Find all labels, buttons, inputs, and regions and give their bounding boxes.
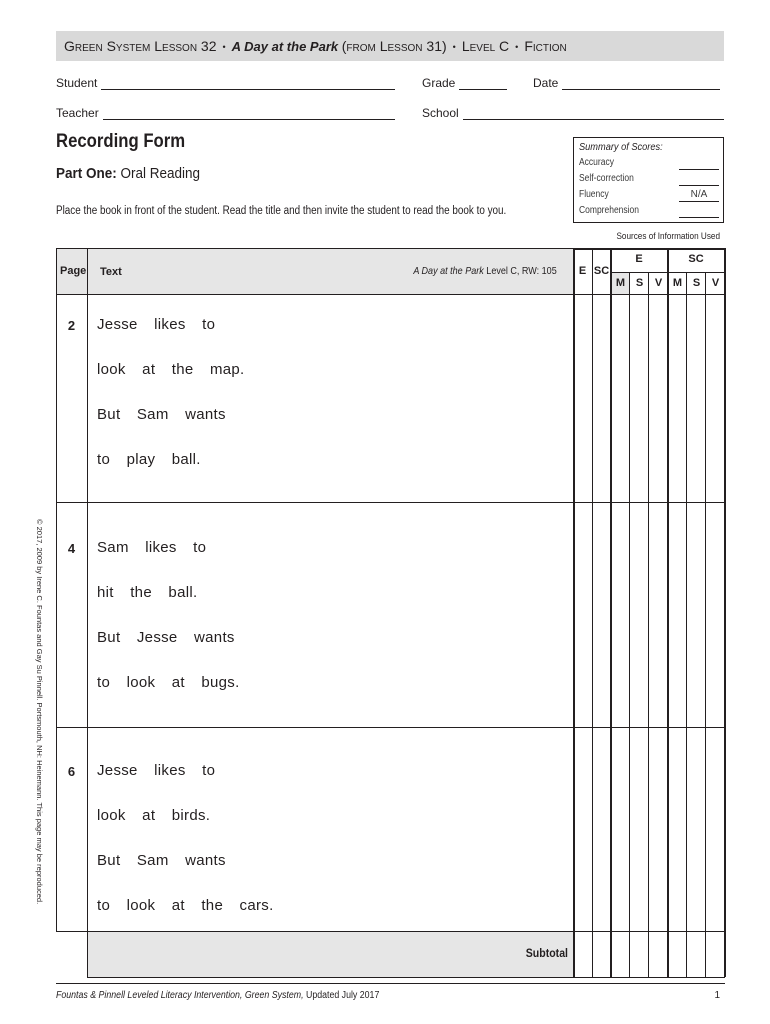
summary-label: Fluency bbox=[579, 189, 609, 200]
summary-of-scores bbox=[573, 137, 724, 223]
col-text-header: Text bbox=[100, 266, 122, 278]
summary-row-comprehension bbox=[579, 205, 719, 220]
msv-s-header: S bbox=[635, 277, 644, 289]
page-number: 4 bbox=[67, 541, 76, 556]
footer-text bbox=[56, 990, 379, 1001]
footer-program: Fountas & Pinnell Leveled Literacy Intervention, Green System, bbox=[56, 990, 304, 1001]
text-line: to play ball. bbox=[97, 451, 201, 468]
summary-title: Summary of Scores: bbox=[579, 141, 663, 153]
footer-divider bbox=[56, 983, 725, 984]
separator: • bbox=[515, 42, 519, 52]
instructions: Place the book in front of the student. Read the title and then invite the student to read the book to you. bbox=[56, 205, 507, 217]
teacher-field[interactable] bbox=[56, 106, 395, 120]
separator: • bbox=[222, 42, 226, 52]
msv-s-header: S bbox=[692, 277, 701, 289]
book-title: A Day at the Park bbox=[231, 39, 339, 54]
text-line: Sam likes to bbox=[97, 539, 207, 556]
teacher-input-line[interactable] bbox=[103, 109, 395, 120]
date-label: Date bbox=[533, 76, 559, 90]
msv-v-header: V bbox=[654, 277, 663, 289]
summary-row-fluency bbox=[579, 189, 719, 204]
subtotal-row-bg bbox=[87, 931, 573, 977]
group-e-header: E bbox=[635, 253, 643, 265]
col-sc-header: SC bbox=[593, 265, 610, 277]
text-line: look at the map. bbox=[97, 361, 245, 378]
msv-m-header: M bbox=[615, 277, 626, 289]
student-label: Student bbox=[56, 76, 98, 90]
recording-table bbox=[56, 248, 725, 977]
student-field[interactable] bbox=[56, 76, 395, 90]
col-page-header: Page bbox=[60, 265, 87, 277]
date-input-line[interactable] bbox=[562, 79, 720, 90]
book-reference bbox=[414, 265, 557, 277]
footer-updated: Updated July 2017 bbox=[303, 990, 380, 1001]
page-number: 2 bbox=[67, 318, 76, 333]
text-line: to look at the cars. bbox=[97, 897, 274, 914]
summary-label: Self-correction bbox=[579, 173, 634, 184]
copyright-notice: © 2017, 2009 by Irene C. Fountas and Gay Su Pinnell. Portsmouth, NH: Heinemann. This page may be reproduced. bbox=[35, 519, 44, 905]
text-line: But Jesse wants bbox=[97, 629, 235, 646]
genre-label: Fiction bbox=[524, 38, 567, 54]
from-lesson: (from Lesson 31) bbox=[341, 38, 447, 54]
school-label: School bbox=[422, 106, 459, 120]
text-line: to look at bugs. bbox=[97, 674, 240, 691]
page-number: 6 bbox=[67, 764, 76, 779]
series-label: Green System Lesson 32 bbox=[64, 38, 217, 54]
header-title bbox=[64, 31, 567, 61]
book-ref-details: Level C, RW: 105 bbox=[484, 265, 557, 277]
summary-row-accuracy bbox=[579, 157, 719, 172]
part-heading bbox=[56, 165, 200, 182]
fluency-value[interactable]: N/A bbox=[679, 189, 719, 202]
text-line: look at birds. bbox=[97, 807, 211, 824]
part-name: Oral Reading bbox=[120, 165, 201, 182]
grade-input-line[interactable] bbox=[459, 79, 507, 90]
comprehension-value[interactable] bbox=[679, 205, 719, 218]
level-label: Level C bbox=[461, 38, 510, 54]
text-line: But Sam wants bbox=[97, 406, 226, 423]
page-number-footer: 1 bbox=[714, 990, 720, 1001]
text-line: But Sam wants bbox=[97, 852, 226, 869]
separator: • bbox=[452, 42, 456, 52]
school-field[interactable] bbox=[422, 106, 724, 120]
teacher-label: Teacher bbox=[56, 106, 99, 120]
self-correction-value[interactable] bbox=[679, 173, 719, 186]
text-line: hit the ball. bbox=[97, 584, 198, 601]
text-line: Jesse likes to bbox=[97, 316, 216, 333]
subtotal-label: Subtotal bbox=[525, 946, 568, 960]
summary-label: Comprehension bbox=[579, 205, 640, 216]
col-e-header: E bbox=[578, 265, 587, 277]
summary-label: Accuracy bbox=[579, 157, 614, 168]
sources-of-information-label: Sources of Information Used bbox=[616, 231, 720, 242]
form-title: Recording Form bbox=[56, 131, 186, 152]
grade-field[interactable] bbox=[422, 76, 507, 90]
student-input-line[interactable] bbox=[101, 79, 395, 90]
header-band bbox=[56, 31, 724, 61]
msv-m-header: M bbox=[672, 277, 683, 289]
group-sc-header: SC bbox=[688, 253, 704, 265]
part-label: Part One: bbox=[56, 165, 117, 182]
accuracy-value[interactable] bbox=[679, 157, 719, 170]
date-field[interactable] bbox=[533, 76, 720, 90]
msv-v-header: V bbox=[711, 277, 720, 289]
grade-label: Grade bbox=[422, 76, 456, 90]
summary-row-self-correction bbox=[579, 173, 719, 188]
text-line: Jesse likes to bbox=[97, 762, 216, 779]
school-input-line[interactable] bbox=[463, 109, 724, 120]
book-ref-title: A Day at the Park bbox=[413, 265, 485, 277]
